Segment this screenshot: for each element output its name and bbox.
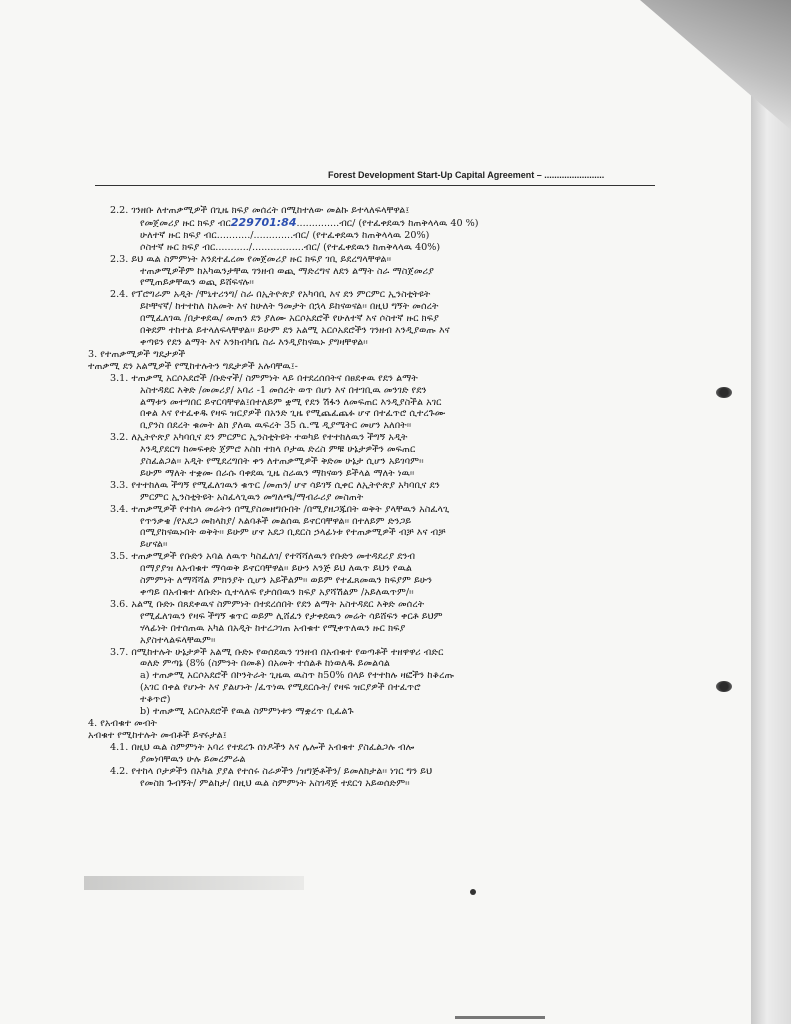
document-line [88, 516, 653, 528]
line-text: አያስተላልፍላቸዉም፡፡ [140, 634, 216, 646]
document-line [88, 492, 653, 504]
header-title-fill: ........................ [544, 170, 605, 180]
document-line [88, 385, 653, 397]
line-text: ተቆጥሮ) [140, 694, 171, 706]
document-line [88, 480, 653, 492]
document-line [88, 361, 653, 373]
document-line [88, 718, 653, 730]
line-text: በሚያከናዉኑበት ወቅት፡፡ ይሁም ሆኖ አደጋ ቢደርስ ኃላፊነቱ የተጠቃሚዎች ብቻ እና ብቻ [140, 527, 446, 539]
line-text: የሚጠይቃቸዉን ወጪ ይሸፍናሉ፡፡ [140, 277, 254, 289]
line-text-after: ..............ብር/ (የተፈቀደዉን ከጠቅላላዉ 40 %) [296, 217, 479, 229]
line-text: የመስክ ጉብኝት/ ምልከታ/ በዚህ ዉል ስምምነት አስገዳጅ ተደርጎ አይወሰድም፡፡ [140, 777, 410, 789]
line-text: 3.7. በሚከተሉት ሁኔታዎች አልሚ ቡድኑ የወሰደዉን ገንዘብ በአብቁተ የወጣቶች ተዘዋዋሪ ብድር [110, 646, 444, 658]
line-text: ያመነባቸዉን ሁሉ ይመረምራል [140, 753, 246, 765]
document-line [88, 254, 653, 266]
document-line [88, 349, 653, 361]
handwritten-amount: 229701:84 [230, 216, 297, 229]
line-text: 3.1. ተጠቃሚ አርሶአደሮች /ቡድኖች/ ስምምነት ላይ በተደረሰበትና በፀደቀዉ የደን ልማት [110, 372, 418, 384]
document-line [88, 647, 653, 659]
document-line [88, 623, 653, 635]
document-line [88, 242, 653, 254]
line-text: በማያያዝ ለአብቁተ ማሳወቅ ይኖርባቸዋል፡፡ ይሁን እንጅ ይህ ለዉጥ ይህን የዉል [140, 563, 412, 575]
line-text: 4. የአብቁተ መብት [88, 717, 157, 729]
punch-hole-lower [716, 681, 732, 692]
punch-hole-upper [716, 387, 732, 398]
document-line [88, 742, 653, 754]
document-line [88, 539, 653, 551]
document-line [88, 754, 653, 766]
document-line [88, 694, 653, 706]
document-line [88, 277, 653, 289]
line-text: ልማቱን መተግበር ይኖርባቸዋል፤በተለይም ቋሚ የደን ሽፋን ለመፍጠር እንዲያስችል አገር [140, 396, 442, 408]
document-line [88, 766, 653, 778]
line-text: ወለድ ምጣኔ (8% (ስምንት በመቶ) በአመት ተሰልቶ ከነወለዱ ይመልሳል [140, 658, 390, 670]
page-stack-edge [751, 0, 791, 1024]
header-title: Forest Development Start-Up Capital Agreement – [328, 170, 542, 180]
agreement-body [88, 205, 653, 789]
line-text: ተጠቃሚ ደን አልሚዎች የሚከተሉትን ግዴታዎች አሉባቸዉ፤- [88, 360, 298, 372]
document-line [88, 313, 653, 325]
document-line [88, 444, 653, 456]
line-text: a) ተጠቃሚ አርሶአደሮች በኮንትራት ጊዜዉ ዉስጥ ከ50% በላይ የተተከሉ ዛፎችን ከቆረጡ [140, 670, 455, 682]
document-line [88, 337, 653, 349]
document-line [88, 551, 653, 563]
line-text: 3.2. ለኢትዮጵያ አካባቢና ደን ምርምር ኢንስቲትዩት ተወካይ የተተከለዉን ችግኝ አዲት [110, 432, 408, 444]
line-text: ሃላፊነት በተሰጠዉ አካል በአዲት ከተረጋገጠ አብቁተ የሚቀጥለዉን ዙር ክፍያ [140, 622, 406, 634]
document-line [88, 456, 653, 468]
line-text: ይሁም ማለት ተቋሙ በራሱ ባቀደዉ ጊዜ ስራዉን ማከናወን ይችላል ማለት ነዉ፡፡ [140, 467, 415, 479]
document-line [88, 432, 653, 444]
document-line [88, 527, 653, 539]
bottom-scan-mark [455, 1016, 545, 1019]
line-text: የጥንቃቄ /የአደጋ መከላከያ/ እልባቶች መልሰዉ ይኖርባቸዋል፡፡ በተለይም ድንጋይ [140, 515, 412, 527]
line-text: 2.2. ገንዘቡ ለተጠቃሚዎች በጊዜ ክፍያ መሰረት በሚከተለው መልኩ ይተላለፍላቸዋል፤ [110, 205, 410, 216]
line-text: 4.1. በዚህ ዉል ስምምነት አባሪ የተደረጉ ሰነዶችን እና ሌሎች አብቁተ ያስፈልጋሉ ብሎ [110, 741, 415, 753]
line-text: የሚፈለገዉን የዛፍ ችግኝ ቁጥር ወይም ሊሸፈን የታቀደዉን መሬት ሳይሸፍን ቀርቶ ይህም [140, 610, 443, 622]
document-line [88, 575, 653, 587]
line-text: ሁለተኛ ዙር ክፍያ ብር.........../.............ብር/ (የተፈቀደዉን ከጠቅላላዉ 20%) [140, 229, 430, 241]
line-text: እንዲያደርግ ከመፍቀድ ጀምሮ እስከ ተክላ ቦታዉ ድረስ ምቹ ሁኔታዎችን መፍጠር [140, 444, 416, 456]
page-header [328, 170, 648, 180]
document-line [88, 468, 653, 480]
line-text: ይሆናል፡፡ [140, 539, 168, 551]
line-text: ያስፈልጋል፡፡ አዲት የሚደረግበት ቀን ለተጠቃሚዎች ቅድመ ሁኔታ ሲሆን አይገባም፡፡ [140, 456, 424, 468]
line-text: 2.3. ይህ ዉል ስምምነት እንደተፈረመ የመጀመሪያ ዙር ክፍያ ገቢ ይደረግላቸዋል፡፡ [110, 253, 392, 265]
document-line [88, 504, 653, 516]
line-text: በቀል እና የተፈቀዱ የዛፍ ዝርያዎች በአንድ ጊዜ የሚጨፈጨፉ ሆኖ በተፈጥሮ ሲተረጉሙ [140, 408, 446, 420]
line-text: ቀጣዩን የደን ልማት እና እንክብካቤ ስራ እንዲያከናዉኑ ያግዛቸዋል፡፡ [140, 336, 368, 348]
line-text: ስምምነት ለማሻሻል ምክንያት ሲሆን አይችልም፡፡ ወይም የተፈጸመዉን ክፍያም ይሁን [140, 575, 432, 587]
document-line [88, 266, 653, 278]
document-line [88, 563, 653, 575]
document-line [88, 205, 653, 217]
document-line [88, 325, 653, 337]
document-line [88, 420, 653, 432]
line-text: በሚፈለገዉ /በታቀደዉ/ መጠን ደን ያለሙ አርሶአደሮች የሁለተኛ እና ሶስተኛ ዙር ክፍያ [140, 313, 439, 325]
document-line [88, 730, 653, 742]
document-line [88, 635, 653, 647]
document-line [88, 599, 653, 611]
scan-smudge [84, 876, 304, 890]
line-text: 2.4. የፕሮግራም አዲት /ሞኒተሪንግ/ ስራ በኢትዮጵያ የአካባቢ እና ደን ምርምር ኢንስቲትዩት [110, 289, 431, 301]
line-text: 3. የተጠቃሚዎች ግዴታዎች [88, 348, 186, 360]
document-line [88, 230, 653, 242]
line-text: ተጠቃሚዎችም ከአካዉንታቸዉ ገንዘብ ወጪ ማድረግና ለደን ልማት ስራ ማስጀመሪያ [140, 265, 434, 277]
line-text: ይኮቸናኛ/ ከተተከለ ከአመት እና ከሁለት ዓመታት በኋላ ይከናወናል፡፡ በዚህ ግኝት መሰረት [140, 301, 439, 313]
document-line [88, 682, 653, 694]
line-text: ምርምር ኢንስቲትዩት አስፈላጊዉን መግለጫ/ማብራሪያ መስጠት [140, 491, 364, 503]
line-text: ቀጣይ በአብቁተ ለቡድኑ ሲተላለፍ የታሰበዉን ክፍያ አያሻሽልም /አይለዉጥም/፡፡ [140, 587, 414, 598]
document-line [88, 706, 653, 718]
document-line [88, 373, 653, 385]
document-line [88, 397, 653, 409]
document-line [88, 778, 653, 790]
document-line [88, 611, 653, 623]
line-text: 3.3. የተተከለዉ ችግኝ የሚፈለገዉን ቁጥር /መጠን/ ሆኖ ሳይገኝ ሲቀር ለኢትዮጵያ አካባቢና ደን [110, 479, 440, 491]
line-text: ሶስተኛ ዙር ክፍያ ብር.........../.................ብር/ (የተፈቀደዉን ከጠቅላላዉ 40%) [140, 241, 441, 253]
line-text: አስተዳደር እቅድ /መመሪያ/ አባሪ -1 መሰረት ወጥ በሆነ እና በተገቢዉ መንገድ የደን [140, 384, 427, 396]
line-text: ቢያንስ በደረት ቁመት ልክ ያለዉ ዉፍረት 35 ሴ.ሜ ዲያሜትር መሆን አለበት፡፡ [140, 420, 412, 432]
line-text: 3.4. ተጠቃሚዎች የተከላ መሬትን በሚያስመዘግቡበት /በሚያዘጋጁበት ወቅት ያላቸዉን አስፈላጊ [110, 503, 450, 515]
document-line [88, 301, 653, 313]
header-rule [95, 185, 655, 186]
line-text: አብቁተ የሚከተሉት መብቶች ይኖሩታል፤ [88, 729, 227, 741]
document-line [88, 217, 653, 230]
line-text: 3.6. አልሚ ቡድኑ በጸደቀዉና ስምምነት በተደረሰበት የደን ልማት አስተዳደር እቅድ መሰረት [110, 598, 425, 610]
line-text: 4.2. የተከላ ቦታዎችን በአካል ያያል የተሰሩ ስራዎችን /ዝግጅቶችን/ ይመለከታል፡፡ ነገር ግን ይህ [110, 765, 433, 777]
line-text: የመጀመሪያ ዙር ክፍያ ብር [140, 217, 231, 229]
document-line [88, 658, 653, 670]
line-text: በቅደም ተከተል ይተላለፍላቸዋል፡፡ ይሁም ደን አልሚ አርሶአደሮችን ገንዘብ እንዲያወጡ እና [140, 325, 450, 337]
line-text: b) ተጠቃሚ አርሶአደሮች የዉል ስምምነቱን ማቋረጥ ቢፈልጉ [140, 706, 354, 718]
document-line [88, 670, 653, 682]
document-line [88, 587, 653, 599]
scan-speck [470, 889, 476, 895]
document-line [88, 408, 653, 420]
document-line [88, 289, 653, 301]
line-text: (አገር በቀል የሆኑት እና ያልሆኑት /ፈጥነዉ የሚደርሱት/ የዛፍ ዝርያዎች በተፈጥሮ [140, 682, 421, 694]
line-text: 3.5. ተጠቃሚዎች የቡድን አባል ለዉጥ ካስፈለገ/ የተሻሻለዉን የቡድን መተዳደሪያ ደንብ [110, 551, 416, 563]
